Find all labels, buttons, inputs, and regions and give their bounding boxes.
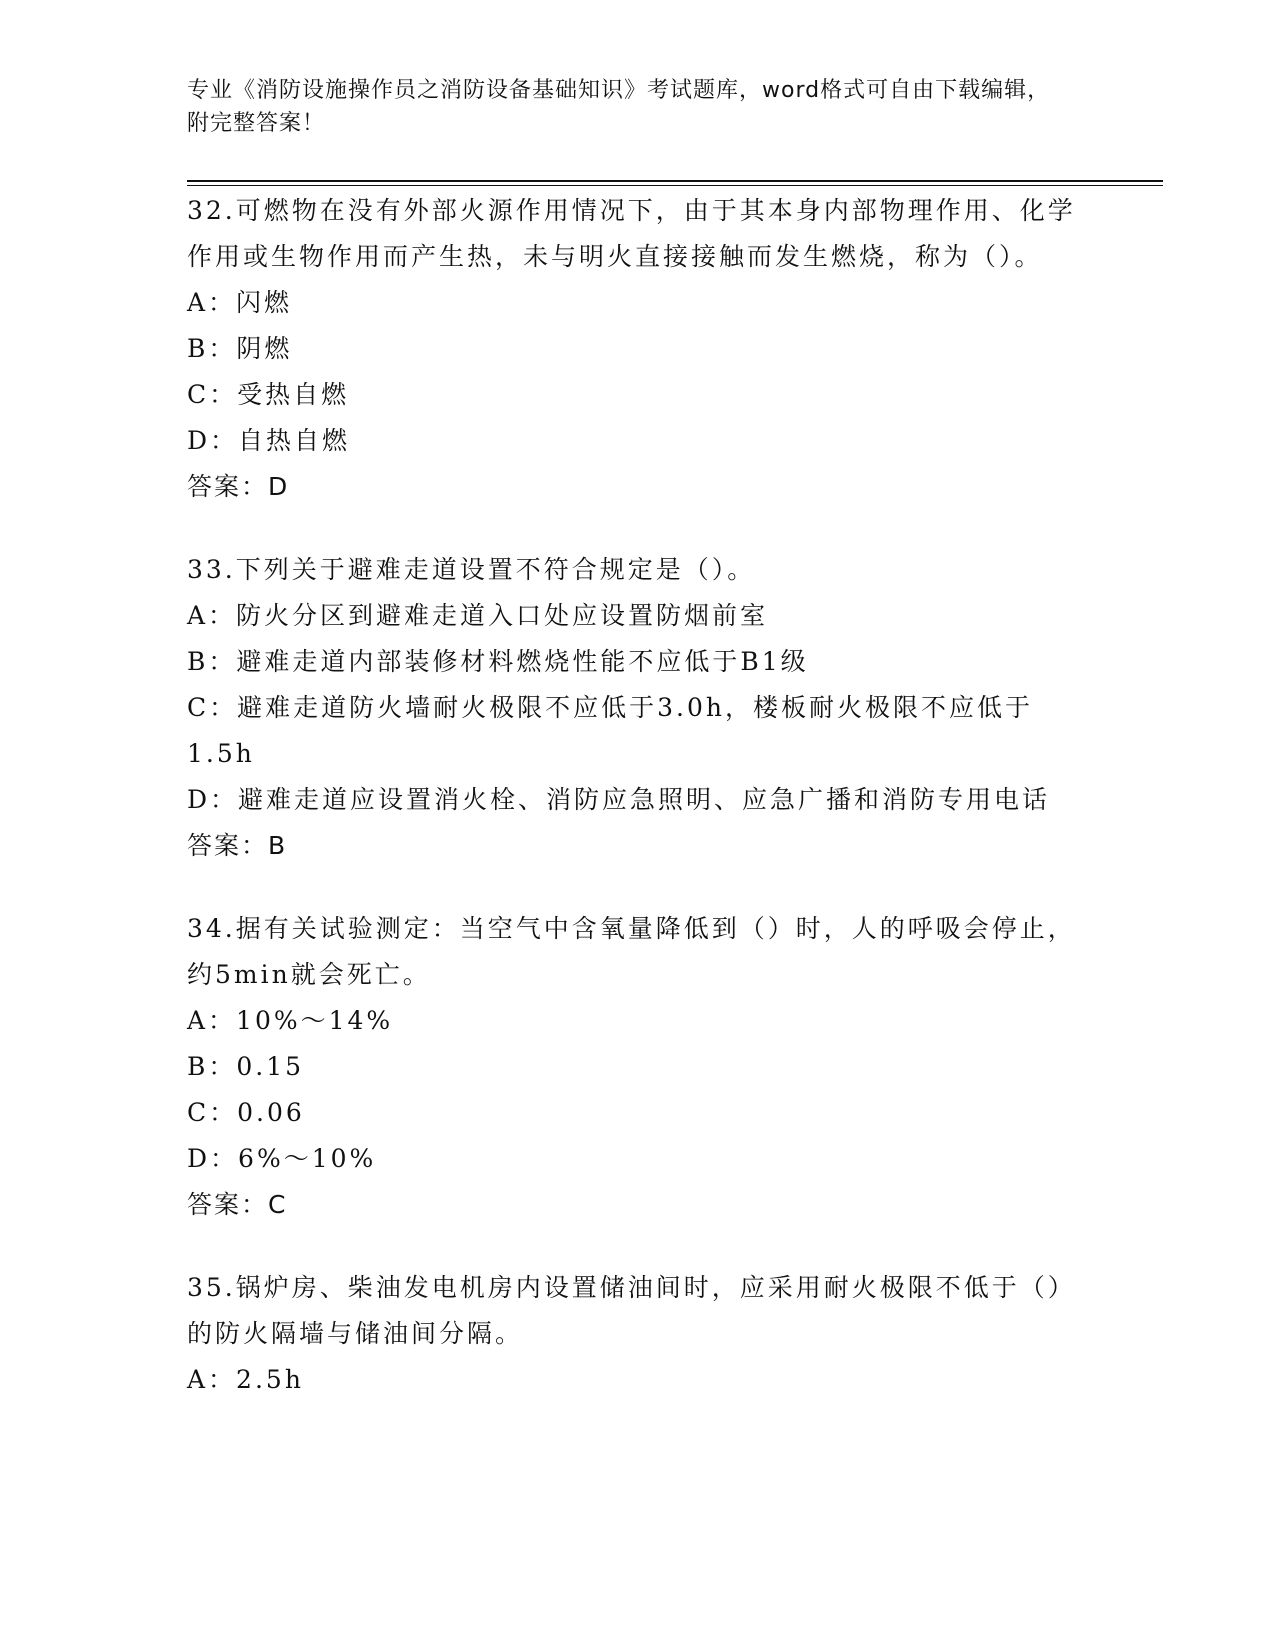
answer-line: 答案：B <box>187 831 288 860</box>
option-a: A：防火分区到避难走道入口处应设置防烟前室 <box>187 601 769 630</box>
option-b: B：阴燃 <box>187 334 293 363</box>
option-a: A：闪燃 <box>187 288 293 317</box>
question-stem: 33.下列关于避难走道设置不符合规定是（）。 <box>187 555 756 584</box>
question-33 <box>187 547 1087 869</box>
question-32 <box>187 188 1087 510</box>
option-d: D：避难走道应设置消火栓、消防应急照明、应急广播和消防专用电话 <box>187 785 1051 814</box>
option-d: D：6%～10% <box>187 1144 377 1173</box>
option-b: B：0.15 <box>187 1052 305 1081</box>
option-d: D：自热自燃 <box>187 426 351 455</box>
question-stem: 35.锅炉房、柴油发电机房内设置储油间时，应采用耐火极限不低于（）的防火隔墙与储油间分隔。 <box>187 1273 1076 1348</box>
header-divider-thin <box>187 185 1163 186</box>
document-header: 专业《消防设施操作员之消防设备基础知识》考试题库，word格式可自由下载编辑，附完整答案！ <box>187 78 1051 136</box>
answer-line: 答案：C <box>187 1190 288 1219</box>
question-35 <box>187 1265 1087 1403</box>
option-b: B：避难走道内部装修材料燃烧性能不应低于B1级 <box>187 647 809 676</box>
answer-line: 答案：D <box>187 472 290 501</box>
header-divider-thick <box>187 180 1163 182</box>
question-stem: 32.可燃物在没有外部火源作用情况下，由于其本身内部物理作用、化学作用或生物作用而产生热，未与明火直接接触而发生燃烧，称为（）。 <box>187 196 1076 271</box>
question-stem: 34.据有关试验测定：当空气中含氧量降低到（）时，人的呼吸会停止，约5min就会死亡。 <box>187 914 1076 989</box>
question-34 <box>187 906 1087 1228</box>
option-c: C：0.06 <box>187 1098 305 1127</box>
question-list <box>187 188 1087 1440</box>
option-c: C：受热自燃 <box>187 380 350 409</box>
option-c: C：避难走道防火墙耐火极限不应低于3.0h，楼板耐火极限不应低于1.5h <box>187 693 1033 768</box>
option-a: A：2.5h <box>187 1365 304 1394</box>
option-a: A：10%～14% <box>187 1006 394 1035</box>
